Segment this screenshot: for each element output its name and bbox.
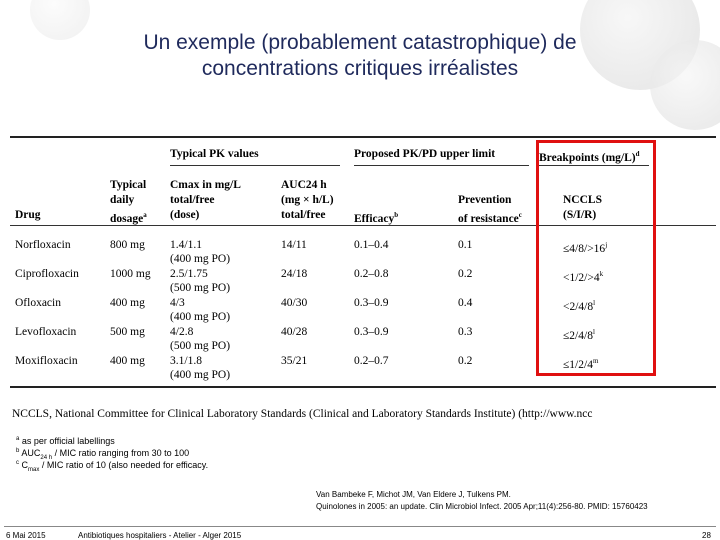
slide-title-line1: Un exemple (probablement catastrophique) de [143, 31, 577, 54]
table-cell-dose: (400 mg PO) [170, 311, 231, 323]
table-cell-nccls: $\le 1/2/4^m$ [563, 357, 599, 371]
table-cell-efficacy: 0.2–0.8 [354, 268, 389, 280]
table-cell-drug: Norfloxacin [15, 239, 71, 251]
col-header-prevention-1: Prevention [458, 194, 512, 206]
header-pk-values: Typical PK values [170, 148, 259, 160]
header-pkpd-limit: Proposed PK/PD upper limit [354, 148, 496, 160]
table-cell-dosage: 500 mg [110, 326, 145, 338]
quinolone-table [10, 136, 716, 386]
footer-divider [4, 526, 716, 527]
table-cell-resistance: 0.1 [458, 239, 473, 251]
table-cell-drug: Ofloxacin [15, 297, 61, 309]
table-cell-nccls: $<2/4/8^l$ [563, 299, 596, 313]
col-header-dosage-1: Typical [110, 179, 147, 191]
table-cell-resistance: 0.2 [458, 268, 473, 280]
table-cell-dosage: 1000 mg [110, 268, 151, 280]
col-header-drug: Drug [15, 209, 41, 221]
table-cell-dosage: 400 mg [110, 355, 145, 367]
table-cell-auc: 24/18 [281, 268, 308, 280]
reference-citation [316, 489, 706, 513]
table-cell-cmax: 1.4/1.1 [170, 239, 202, 251]
table-cell-auc: 40/30 [281, 297, 308, 309]
table-cell-drug: Ciprofloxacin [15, 268, 79, 280]
table-cell-nccls: $\le 4/8/>16^j$ [563, 241, 608, 255]
table-cell-auc: 14/11 [281, 239, 307, 251]
table-cell-efficacy: 0.3–0.9 [354, 297, 389, 309]
reference-details: Quinolones in 2005: an update. Clin Microbiol Infect. 2005 Apr;11(4):256-80. PMID: 15760423 [316, 502, 648, 511]
table-cell-efficacy: 0.1–0.4 [354, 239, 389, 251]
table-cell-nccls: $<1/2/>4^k$ [563, 270, 604, 284]
table-cell-resistance: 0.3 [458, 326, 473, 338]
col-header-cmax-2: total/free [170, 194, 215, 206]
table-cell-cmax: 2.5/1.75 [170, 268, 208, 280]
table-cell-dosage: 400 mg [110, 297, 145, 309]
header-breakpoints: Breakpoints $(mg/L)^d$ [539, 150, 640, 164]
slide-title [40, 30, 680, 82]
group-underline-pkpd [354, 165, 529, 166]
col-header-auc-1: AUC24 h [281, 179, 327, 191]
reference-authors: Van Bambeke F, Michot JM, Van Eldere J, Tulkens PM. [316, 490, 511, 499]
footer-event: Antibiotiques hospitaliers - Atelier - Alger 2015 [78, 531, 242, 540]
table-cell-dose: (400 mg PO) [170, 369, 231, 381]
slide-title-line2: concentrations critiques irréalistes [201, 57, 519, 80]
table-cell-nccls: $\le 2/4/8^l$ [563, 328, 595, 342]
footnote-a: $^a$ as per official labellings [16, 436, 115, 446]
table-cell-dosage: 800 mg [110, 239, 145, 251]
table-cell-dose: (500 mg PO) [170, 340, 231, 352]
group-underline-pk [170, 165, 340, 166]
col-header-auc-3: total/free [281, 209, 326, 221]
nccls-abbreviation-note: NCCLS, National Committee for Clinical Laboratory Standards (Clinical and Laboratory Standards Institute) (http://www.ncc [12, 408, 593, 420]
col-header-dosage-3: dosage$^a$ [110, 211, 147, 225]
col-header-cmax-1: Cmax in mg/L [170, 179, 241, 191]
table-cell-drug: Moxifloxacin [15, 355, 78, 367]
table-cell-resistance: 0.4 [458, 297, 473, 309]
table-cell-resistance: 0.2 [458, 355, 473, 367]
table-cell-dose: (400 mg PO) [170, 253, 231, 265]
table-bottom-rule [10, 386, 716, 388]
footnote-b: $^b$ $AUC_{24 h}$ / MIC ratio ranging from 30 to 100 [16, 448, 190, 461]
table-cell-auc: 35/21 [281, 355, 308, 367]
table-top-rule [10, 136, 716, 138]
footnote-c: $^c$ $C_{max}$ / MIC ratio of 10 (also needed for efficacy. [16, 460, 209, 473]
col-header-cmax-3: (dose) [170, 209, 200, 221]
table-cell-efficacy: 0.2–0.7 [354, 355, 389, 367]
table-cell-cmax: 4/3 [170, 297, 185, 309]
col-header-prevention-2: of resistance$^c$ [458, 211, 522, 225]
col-header-nccls-2: (S/I/R) [563, 209, 597, 221]
table-cell-cmax: 4/2.8 [170, 326, 194, 338]
breakpoints-highlight-box [536, 140, 656, 376]
table-cell-cmax: 3.1/1.8 [170, 355, 202, 367]
table-cell-auc: 40/28 [281, 326, 308, 338]
col-header-efficacy: Efficacy$^b$ [354, 211, 399, 225]
col-header-nccls-1: NCCLS [563, 194, 602, 206]
col-header-dosage-2: daily [110, 194, 135, 206]
table-cell-dose: (500 mg PO) [170, 282, 231, 294]
footer-date: 6 Mai 2015 [6, 531, 46, 540]
col-header-auc-2: (mg × h/L) [281, 194, 334, 206]
table-cell-drug: Levofloxacin [15, 326, 77, 338]
table-cell-efficacy: 0.3–0.9 [354, 326, 389, 338]
footer-page-number: 28 [702, 531, 711, 540]
